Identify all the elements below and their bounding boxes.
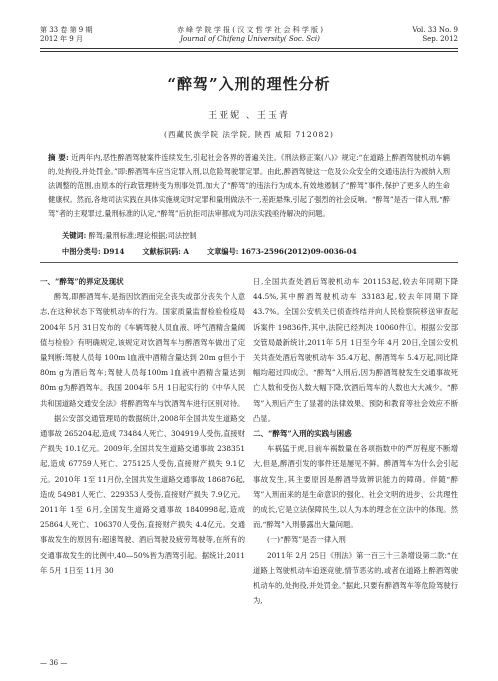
classification-line xyxy=(62,247,450,257)
abstract xyxy=(48,151,450,221)
keywords xyxy=(62,231,450,241)
paragraph: 醉驾,即醉酒驾车,是指因饮酒而完全丧失或部分丧失个人意志,在这种状态下驾驶机动车的行为。国家质量监督检验检疫局 2004年 5月 31日发布的《车辆驾驶人员血液、呼气酒精含量阈值与检验》有明确规定,该规定对饮酒驾车与醉酒驾车做出了定量判断:驾驶人员每 100m l血液中酒精含量达到 20m g但小于 80m g为酒后驾车;驾驶人员每100m l血液中酒精含量达到 80m g为醉酒驾车。我国 2004年 5月 1日起实行的《中华人民共和国道路交通安全法》将醉酒驾车与饮酒驾车进行区别对待。 xyxy=(40,292,245,408)
header-rule xyxy=(40,48,458,49)
article-authors: 王亚妮 、王玉青 xyxy=(208,111,290,121)
right-column xyxy=(253,274,458,608)
author-affiliation: (西藏民族学院 法学院, 陕西 咸阳 712082) xyxy=(164,130,334,139)
paragraph: 日,全国共查处酒后驾驶机动车 201153起,较去年同期下降 44.5%,其中醉酒驾驶机动车 33183起,较去年同期下降 43.7%。全国公安机关已侦查终结并向人民检察院移送审查起诉案件 19836件,其中,法院已经判决 10060件①。根据公安部交管局最新统计,2011年 5月 1日至今年 4月 20日,全国公安机关共查处酒后驾驶机动车 35.4万起、醉酒驾车 5.4万起,同比降幅均超过四成②。“醉驾”入刑后,因为醉酒驾驶发生交通事故死亡人数和受伤人数大幅下降,饮酒后驾车的人数也大大减少。“醉驾”入刑后产生了显著的法律效果、预防和教育等社会效应不断凸显。 xyxy=(253,277,458,423)
section-heading-2: 二、“醉驾”入刑的实践与困惑 xyxy=(253,429,352,439)
paragraph: 2011年 2月 25日《刑法》第一百三十三条增设第二款:“在道路上驾驶机动车追逐竞驶,情节恶劣的,或者在道路上醉酒驾驶机动车的,处拘役,并处罚金。”据此,只要有醉酒驾车等危险驾驶行为, xyxy=(253,550,458,606)
subsection-heading: (一)“醉驾”是否一律入刑 xyxy=(267,535,346,545)
keywords-label: 关键词: xyxy=(62,231,87,240)
page-number: — 36 — xyxy=(40,659,68,667)
document-code: 文献标识码: A xyxy=(142,247,190,256)
abstract-label: 摘 要: xyxy=(48,153,69,162)
running-header xyxy=(40,26,458,44)
keywords-text: 醉驾;量刑标准;理论根据;司法控制 xyxy=(88,231,197,240)
journal-issue-info: Vol. 33 No. 9 Sep. 2012 xyxy=(412,26,458,43)
abstract-text: 近两年内,恶性醉酒驾驶案件连续发生,引起社会各界的普遍关注。《刑法修正案(八)》规定:“在道路上醉酒驾驶机动车辆的,处拘役,并处罚金。”即:醉酒驾车应当定罪入刑,以危险驾驶罪定罪。由此,醉酒驾驶这一危及公众安全的交通违法行为被纳入刑法调整的范围,由原本的行政管理转变为刑事处罚,加大了“醉驾”的违法行为成本,有效地遏制了“醉驾”事件,保护了更多人的生命健康权。然而,各地司法实践在具体实施规定时定罪和量刑做法不一,差距悬殊,引起了强烈的社会反响。“醉驾”是否一律入刑,“醉驾”者的主观罪过,量刑标准的认定,“醉驾”后抗拒司法审都成为司法实践亟待解决的问题。 xyxy=(48,153,450,218)
section-rule xyxy=(40,262,458,263)
left-column xyxy=(40,274,245,578)
article-title: “醉驾”入刑的理性分析 xyxy=(167,75,331,93)
article-number: 文章编号: 1673-2596(2012)09-0036-04 xyxy=(207,247,357,256)
section-heading-1: 一、“醉驾”的界定及现状 xyxy=(40,277,124,286)
clc-number: 中图分类号: D914 xyxy=(62,247,125,256)
journal-name: 赤 峰 学 院 学 报 ( 汉 文 哲 学 社 会 科 学 版 ) Journal of Chifeng University( Soc. Sci) xyxy=(176,26,324,43)
paragraph: 车祸猛于虎,目前车祸数量在各项指数中的严厉程度不断增大,但是,醉酒引发的事件还是屡见不鲜。醉酒驾车为什么会引起事故发生,其主要原因是醉酒导致辨识能力的障碍。伴随“醉驾”入刑而来的是生命意识的强化、社会文明的进步、公共理性的成长,它是立法保障民生,以人为本的理念在立法中的体现。然而,“醉驾”入刑暴露出大量问题。 xyxy=(253,444,458,530)
header-rule-thin xyxy=(40,51,458,52)
paragraph: 据公安部交通管理局的数据统计,2008年全国共发生道路交通事故 265204起,造成 73484人死亡、304919人受伤,直接财产损失 10.1亿元。2009年,全国共发生道路交通事故 238351起,造成 67759人死亡、275125人受伤,直接财产损失 9.1亿元。2010年 1至 11月份,全国共发生道路交通事故 186876起,造成 54981人死亡、229353人受伤,直接财产损失 7.9亿元。2011年 1至 6月,全国发生道路交通事故 1840998起,造成 25864人死亡、106370人受伤,直接财产损失 4.4亿元。交通事故发生的原因有:超速驾驶、酒后驾驶及疲劳驾驶等,在所有的交通事故发生的比例中,40—50%皆为酒驾引起。据统计,2011年 5月 1日至 11月 30 xyxy=(40,413,245,575)
journal-volume-info: 第 33 卷 第 9 期 2012 年 9 月 xyxy=(40,26,93,43)
